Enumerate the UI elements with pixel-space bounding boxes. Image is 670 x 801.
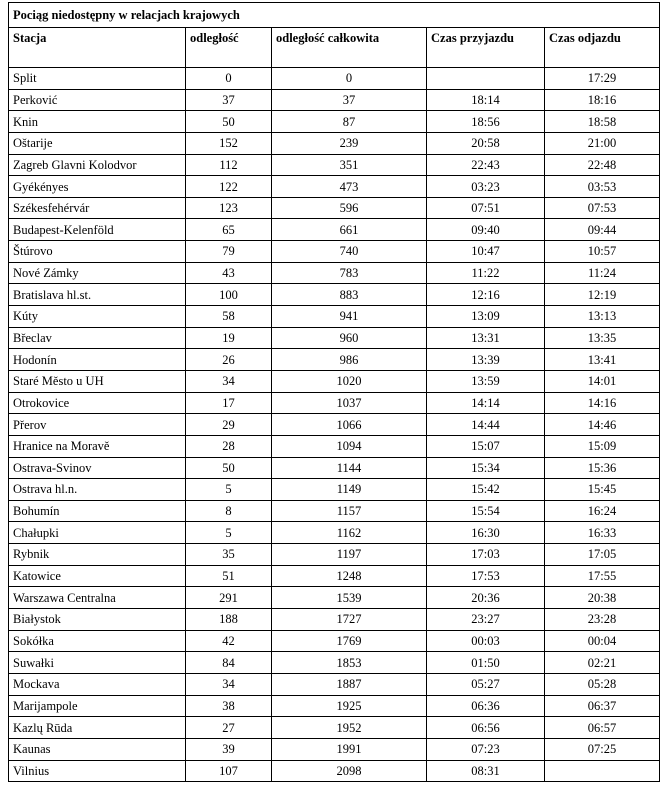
total-distance-cell: 596 (272, 197, 427, 219)
departure-cell: 16:24 (545, 500, 660, 522)
table-row (9, 760, 660, 782)
total-distance-cell: 1157 (272, 500, 427, 522)
station-cell: Nové Zámky (9, 262, 186, 284)
station-cell: Katowice (9, 565, 186, 587)
total-distance-cell: 1020 (272, 370, 427, 392)
distance-cell: 123 (186, 197, 272, 219)
table-row (9, 414, 660, 436)
table-row (9, 154, 660, 176)
table-row (9, 500, 660, 522)
total-distance-cell: 0 (272, 68, 427, 90)
arrival-cell: 03:23 (427, 176, 545, 198)
arrival-cell: 18:56 (427, 111, 545, 133)
station-cell: Staré Město u UH (9, 370, 186, 392)
station-cell: Knin (9, 111, 186, 133)
arrival-cell: 12:16 (427, 284, 545, 306)
departure-cell: 20:38 (545, 587, 660, 609)
total-distance-cell: 1991 (272, 738, 427, 760)
table-row (9, 652, 660, 674)
distance-cell: 79 (186, 241, 272, 263)
arrival-cell: 14:44 (427, 414, 545, 436)
departure-cell: 00:04 (545, 630, 660, 652)
arrival-cell: 06:36 (427, 695, 545, 717)
station-cell: Split (9, 68, 186, 90)
distance-cell: 8 (186, 500, 272, 522)
station-cell: Székesfehérvár (9, 197, 186, 219)
station-cell: Kúty (9, 306, 186, 328)
arrival-cell: 05:27 (427, 673, 545, 695)
total-distance-cell: 1727 (272, 609, 427, 631)
table-row (9, 262, 660, 284)
arrival-cell: 15:54 (427, 500, 545, 522)
total-distance-cell: 960 (272, 327, 427, 349)
distance-cell: 50 (186, 457, 272, 479)
table-row (9, 435, 660, 457)
total-distance-cell: 883 (272, 284, 427, 306)
station-cell: Perković (9, 89, 186, 111)
distance-cell: 35 (186, 544, 272, 566)
arrival-cell: 13:09 (427, 306, 545, 328)
total-distance-cell: 1952 (272, 717, 427, 739)
station-cell: Bohumín (9, 500, 186, 522)
table-row (9, 284, 660, 306)
departure-cell: 13:41 (545, 349, 660, 371)
station-cell: Mockava (9, 673, 186, 695)
station-cell: Budapest-Kelenföld (9, 219, 186, 241)
distance-cell: 34 (186, 673, 272, 695)
station-cell: Hodonín (9, 349, 186, 371)
table-row (9, 565, 660, 587)
departure-cell: 12:19 (545, 284, 660, 306)
departure-cell: 09:44 (545, 219, 660, 241)
total-distance-cell: 37 (272, 89, 427, 111)
title-row (9, 3, 660, 28)
station-cell: Gyékényes (9, 176, 186, 198)
station-cell: Bratislava hl.st. (9, 284, 186, 306)
table-row (9, 630, 660, 652)
table-row (9, 111, 660, 133)
total-distance-cell: 1197 (272, 544, 427, 566)
distance-cell: 0 (186, 68, 272, 90)
distance-cell: 37 (186, 89, 272, 111)
station-cell: Kazlų Rūda (9, 717, 186, 739)
arrival-cell: 15:34 (427, 457, 545, 479)
distance-cell: 112 (186, 154, 272, 176)
departure-cell: 11:24 (545, 262, 660, 284)
total-distance-cell: 473 (272, 176, 427, 198)
station-cell: Ostrava-Svinov (9, 457, 186, 479)
distance-cell: 39 (186, 738, 272, 760)
station-cell: Suwałki (9, 652, 186, 674)
header-departure: Czas odjazdu (545, 28, 660, 68)
total-distance-cell: 351 (272, 154, 427, 176)
arrival-cell: 15:07 (427, 435, 545, 457)
distance-cell: 27 (186, 717, 272, 739)
station-cell: Kaunas (9, 738, 186, 760)
arrival-cell: 10:47 (427, 241, 545, 263)
station-cell: Sokółka (9, 630, 186, 652)
table-row (9, 197, 660, 219)
departure-cell: 06:57 (545, 717, 660, 739)
header-arrival: Czas przyjazdu (427, 28, 545, 68)
table-row (9, 479, 660, 501)
total-distance-cell: 1066 (272, 414, 427, 436)
distance-cell: 38 (186, 695, 272, 717)
total-distance-cell: 1887 (272, 673, 427, 695)
arrival-cell: 07:51 (427, 197, 545, 219)
table-row (9, 241, 660, 263)
header-station: Stacja (9, 28, 186, 68)
distance-cell: 5 (186, 479, 272, 501)
departure-cell: 13:13 (545, 306, 660, 328)
distance-cell: 17 (186, 392, 272, 414)
total-distance-cell: 1162 (272, 522, 427, 544)
total-distance-cell: 1094 (272, 435, 427, 457)
arrival-cell: 13:59 (427, 370, 545, 392)
departure-cell: 13:35 (545, 327, 660, 349)
departure-cell: 02:21 (545, 652, 660, 674)
departure-cell: 14:01 (545, 370, 660, 392)
departure-cell: 06:37 (545, 695, 660, 717)
departure-cell: 03:53 (545, 176, 660, 198)
departure-cell: 17:05 (545, 544, 660, 566)
table-row (9, 609, 660, 631)
station-cell: Vilnius (9, 760, 186, 782)
departure-cell: 17:55 (545, 565, 660, 587)
total-distance-cell: 1144 (272, 457, 427, 479)
total-distance-cell: 1769 (272, 630, 427, 652)
station-cell: Ostrava hl.n. (9, 479, 186, 501)
distance-cell: 26 (186, 349, 272, 371)
distance-cell: 152 (186, 132, 272, 154)
station-cell: Marijampole (9, 695, 186, 717)
table-row (9, 68, 660, 90)
distance-cell: 122 (186, 176, 272, 198)
arrival-cell (427, 68, 545, 90)
arrival-cell: 17:53 (427, 565, 545, 587)
station-cell: Břeclav (9, 327, 186, 349)
total-distance-cell: 1853 (272, 652, 427, 674)
arrival-cell: 18:14 (427, 89, 545, 111)
distance-cell: 19 (186, 327, 272, 349)
table-row (9, 695, 660, 717)
station-cell: Białystok (9, 609, 186, 631)
table-row (9, 392, 660, 414)
table-row (9, 522, 660, 544)
arrival-cell: 13:31 (427, 327, 545, 349)
station-cell: Warszawa Centralna (9, 587, 186, 609)
distance-cell: 43 (186, 262, 272, 284)
distance-cell: 29 (186, 414, 272, 436)
arrival-cell: 11:22 (427, 262, 545, 284)
station-cell: Přerov (9, 414, 186, 436)
table-row (9, 349, 660, 371)
departure-cell: 15:36 (545, 457, 660, 479)
distance-cell: 28 (186, 435, 272, 457)
departure-cell: 16:33 (545, 522, 660, 544)
station-cell: Otrokovice (9, 392, 186, 414)
distance-cell: 5 (186, 522, 272, 544)
table-row (9, 327, 660, 349)
total-distance-cell: 1037 (272, 392, 427, 414)
total-distance-cell: 1248 (272, 565, 427, 587)
total-distance-cell: 87 (272, 111, 427, 133)
arrival-cell: 07:23 (427, 738, 545, 760)
departure-cell: 17:29 (545, 68, 660, 90)
total-distance-cell: 740 (272, 241, 427, 263)
table-title: Pociąg niedostępny w relacjach krajowych (9, 3, 660, 28)
total-distance-cell: 1539 (272, 587, 427, 609)
total-distance-cell: 1149 (272, 479, 427, 501)
table-row (9, 457, 660, 479)
arrival-cell: 15:42 (427, 479, 545, 501)
table-body (9, 68, 660, 782)
table-row (9, 132, 660, 154)
departure-cell: 18:16 (545, 89, 660, 111)
distance-cell: 107 (186, 760, 272, 782)
distance-cell: 188 (186, 609, 272, 631)
departure-cell: 21:00 (545, 132, 660, 154)
distance-cell: 291 (186, 587, 272, 609)
arrival-cell: 20:58 (427, 132, 545, 154)
departure-cell: 18:58 (545, 111, 660, 133)
distance-cell: 100 (186, 284, 272, 306)
station-cell: Štúrovo (9, 241, 186, 263)
total-distance-cell: 2098 (272, 760, 427, 782)
table-row (9, 219, 660, 241)
table-row (9, 370, 660, 392)
distance-cell: 50 (186, 111, 272, 133)
table-row (9, 544, 660, 566)
header-distance: odległość (186, 28, 272, 68)
departure-cell: 15:45 (545, 479, 660, 501)
departure-cell: 14:16 (545, 392, 660, 414)
timetable (8, 2, 660, 782)
departure-cell: 23:28 (545, 609, 660, 631)
table-row (9, 738, 660, 760)
total-distance-cell: 986 (272, 349, 427, 371)
arrival-cell: 01:50 (427, 652, 545, 674)
distance-cell: 34 (186, 370, 272, 392)
station-cell: Chałupki (9, 522, 186, 544)
table-row (9, 176, 660, 198)
table-row (9, 587, 660, 609)
station-cell: Hranice na Moravě (9, 435, 186, 457)
departure-cell: 05:28 (545, 673, 660, 695)
arrival-cell: 23:27 (427, 609, 545, 631)
arrival-cell: 06:56 (427, 717, 545, 739)
table-row (9, 306, 660, 328)
arrival-cell: 14:14 (427, 392, 545, 414)
total-distance-cell: 941 (272, 306, 427, 328)
distance-cell: 42 (186, 630, 272, 652)
arrival-cell: 00:03 (427, 630, 545, 652)
distance-cell: 51 (186, 565, 272, 587)
arrival-cell: 17:03 (427, 544, 545, 566)
departure-cell: 07:25 (545, 738, 660, 760)
total-distance-cell: 661 (272, 219, 427, 241)
distance-cell: 58 (186, 306, 272, 328)
arrival-cell: 09:40 (427, 219, 545, 241)
departure-cell (545, 760, 660, 782)
total-distance-cell: 1925 (272, 695, 427, 717)
station-cell: Rybnik (9, 544, 186, 566)
total-distance-cell: 783 (272, 262, 427, 284)
table-row (9, 673, 660, 695)
table-row (9, 717, 660, 739)
distance-cell: 84 (186, 652, 272, 674)
table-row (9, 89, 660, 111)
departure-cell: 15:09 (545, 435, 660, 457)
distance-cell: 65 (186, 219, 272, 241)
arrival-cell: 20:36 (427, 587, 545, 609)
departure-cell: 22:48 (545, 154, 660, 176)
departure-cell: 10:57 (545, 241, 660, 263)
header-row (9, 28, 660, 68)
departure-cell: 14:46 (545, 414, 660, 436)
departure-cell: 07:53 (545, 197, 660, 219)
station-cell: Zagreb Glavni Kolodvor (9, 154, 186, 176)
arrival-cell: 13:39 (427, 349, 545, 371)
arrival-cell: 22:43 (427, 154, 545, 176)
station-cell: Oštarije (9, 132, 186, 154)
arrival-cell: 08:31 (427, 760, 545, 782)
header-total-distance: odległość całkowita (272, 28, 427, 68)
total-distance-cell: 239 (272, 132, 427, 154)
arrival-cell: 16:30 (427, 522, 545, 544)
